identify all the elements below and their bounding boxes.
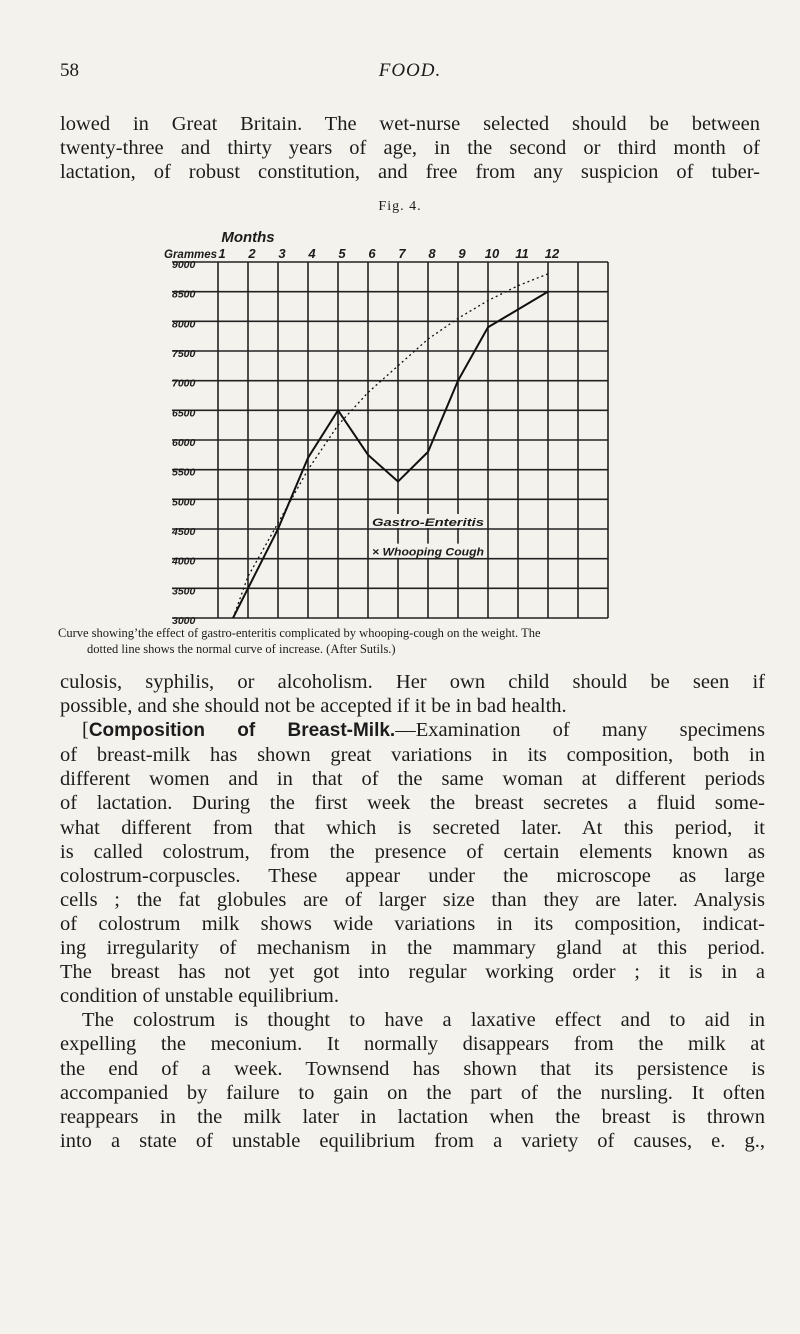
y-tick-label: 4500 <box>172 526 196 538</box>
body-line: cells ; the fat globules are of larger size than they are later. Analysis <box>60 888 765 911</box>
normal-curve-line <box>233 274 548 618</box>
y-tick-label: 8500 <box>172 288 196 301</box>
body-line: different women and in that of the same woman at different periods <box>60 768 765 791</box>
y-tick-label: 3000 <box>172 615 196 627</box>
body-line: The colostrum is thought to have a laxative effect and to aid in <box>82 1009 765 1032</box>
y-tick-label: 6000 <box>172 437 196 449</box>
chart-series <box>233 274 548 618</box>
body-line: is called colostrum, from the presence of certain elements known as <box>60 840 765 863</box>
chart-annotation: Gastro-Enteritis <box>372 517 484 529</box>
section-bracket: [ <box>82 719 89 742</box>
body-line: culosis, syphilis, or alcoholism. Her own child should be seen if <box>60 671 765 693</box>
section-heading: Composition of Breast-Milk. <box>88 720 396 742</box>
x-axis-label: Months <box>221 229 275 246</box>
body-line: of lactation. During the first week the breast secretes a fluid some- <box>60 792 765 815</box>
body-line: accompanied by failure to gain on the part of the nursling. It often <box>60 1081 765 1104</box>
figure-label: Fig. 4. <box>378 199 422 214</box>
body-line: The breast has not yet got into regular working order ; it is in a <box>60 961 765 984</box>
figure-caption <box>58 625 768 657</box>
y-tick-label: 3500 <box>172 585 196 598</box>
x-tick-label: 1 <box>218 246 226 261</box>
body-line: reappears in the milk later in lactation when the breast is thrown <box>60 1105 765 1128</box>
y-tick-label: 7000 <box>172 377 196 390</box>
weight-curve-chart <box>0 0 800 640</box>
x-tick-label: 2 <box>248 246 256 261</box>
x-tick-label: 10 <box>484 246 500 261</box>
y-tick-label: 6500 <box>172 407 196 420</box>
body-line: expelling the meconium. It normally disappears from the milk at <box>60 1033 765 1056</box>
body-line: of breast-milk has shown great variations in its composition, both in <box>60 744 765 767</box>
body-line: colostrum-corpuscles. These appear under the microscope as large <box>60 864 765 887</box>
body-line: what different from that which is secreted later. At this period, it <box>60 816 765 839</box>
y-tick-label: 8000 <box>172 318 196 331</box>
caption-line: Curve showing’the effect of gastro-enteritis complicated by whooping-cough on the weight. The <box>58 626 541 640</box>
section-first-line-rest: —Examination of many specimens <box>395 719 765 742</box>
body-line: into a state of unstable equilibrium from a variety of causes, e. g., <box>60 1129 765 1152</box>
body-text <box>60 670 765 1153</box>
running-title: FOOD. <box>378 60 442 81</box>
x-tick-label: 7 <box>398 246 406 261</box>
chart-grid <box>172 262 608 618</box>
x-tick-label: 8 <box>428 246 436 261</box>
section-first-line <box>60 718 765 743</box>
x-tick-label: 5 <box>338 246 346 261</box>
x-tick-label: 12 <box>544 246 560 261</box>
y-tick-label: 5500 <box>172 466 196 479</box>
y-axis-label: Grammes <box>164 249 218 261</box>
body-line: the end of a week. Townsend has shown that its persistence is <box>60 1057 765 1080</box>
x-tick-label: 6 <box>368 246 376 261</box>
body-line: condition of unstable equilibrium. <box>60 985 339 1008</box>
body-line: possible, and she should not be accepted if it be in bad health. <box>60 695 567 718</box>
intro-line: lowed in Great Britain. The wet-nurse selected should be between <box>60 113 760 135</box>
x-tick-label: 4 <box>308 246 316 261</box>
x-tick-label: 11 <box>515 246 529 261</box>
x-tick-label: 3 <box>278 246 286 261</box>
x-tick-labels <box>218 246 560 261</box>
observed-curve-line <box>233 292 548 618</box>
y-tick-labels <box>171 259 196 627</box>
x-tick-label: 9 <box>458 246 466 261</box>
body-line: of colostrum milk shows wide variations in its composition, indicat- <box>60 912 765 935</box>
intro-line: lactation, of robust constitution, and free from any suspicion of tuber- <box>60 161 760 183</box>
body-line: ing irregularity of mechanism in the mammary gland at this period. <box>60 937 765 960</box>
y-tick-label: 9000 <box>172 259 196 271</box>
y-tick-label: 4000 <box>172 555 196 568</box>
intro-line: twenty-three and thirty years of age, in the second or third month of <box>60 137 760 159</box>
y-tick-label: 7500 <box>172 348 196 360</box>
caption-line: dotted line shows the normal curve of increase. (After Sutils.) <box>87 642 396 656</box>
chart-annotation: × Whooping Cough <box>372 546 485 559</box>
y-tick-label: 5000 <box>172 496 196 509</box>
page-number: 58 <box>60 60 79 81</box>
